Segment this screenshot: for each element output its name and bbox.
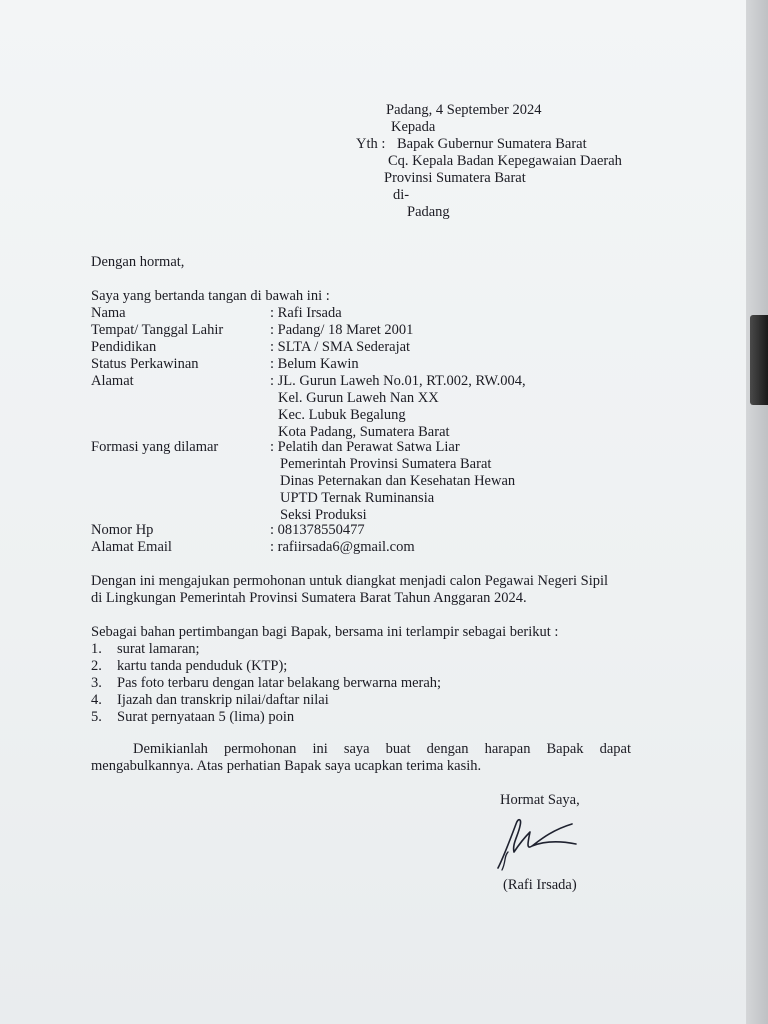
field-value-formasi-line: Dinas Peternakan dan Kesehatan Hewan [280,473,516,489]
addressee-city: Padang [407,204,450,220]
field-value-formasi-line: Seksi Produksi [280,507,367,523]
field-value-alamat-line: Kel. Gurun Laweh Nan XX [278,390,439,406]
addressee-province: Provinsi Sumatera Barat [384,170,526,186]
field-label-email: Alamat Email [91,539,172,555]
list-item: Ijazah dan transkrip nilai/daftar nilai [117,692,329,708]
field-value-nama: : Rafi Irsada [270,305,342,321]
list-item-number: 2. [91,658,102,674]
di-label: di- [393,187,410,203]
closing-paragraph-line: Demikianlah permohonan ini saya buat dengan harapan Bapak dapat [133,741,631,757]
field-value-formasi-line: Pemerintah Provinsi Sumatera Barat [280,456,492,472]
field-label-pendidikan: Pendidikan [91,339,157,355]
field-value-status: : Belum Kawin [270,356,359,372]
list-item: Surat pernyataan 5 (lima) poin [117,709,295,725]
field-value-formasi-line: UPTD Ternak Ruminansia [280,490,435,506]
list-item: Pas foto terbaru dengan latar belakang berwarna merah; [117,675,442,691]
field-value-hp: : 081378550477 [270,522,365,538]
request-paragraph-line: Dengan ini mengajukan permohonan untuk diangkat menjadi calon Pegawai Negeri Sipil [91,573,609,589]
addressee-cq: Cq. Kepala Badan Kepegawaian Daerah [388,153,622,169]
list-item: surat lamaran; [117,641,200,657]
field-label-hp: Nomor Hp [91,522,154,538]
intro-line: Saya yang bertanda tangan di bawah ini : [91,288,330,304]
field-label-status: Status Perkawinan [91,356,199,372]
list-item-number: 3. [91,675,102,691]
field-value-alamat-line: Kota Padang, Sumatera Barat [278,424,450,440]
field-value-email: : rafiirsada6@gmail.com [270,539,415,555]
yth-label: Yth : [356,136,386,152]
attachments-intro: Sebagai bahan pertimbangan bagi Bapak, bersama ini terlampir sebagai berikut : [91,624,559,640]
greeting: Dengan hormat, [91,254,185,270]
field-value-alamat-line: Kec. Lubuk Begalung [278,407,406,423]
request-paragraph-line: di Lingkungan Pemerintah Provinsi Sumatera Barat Tahun Anggaran 2024. [91,590,527,606]
place-date: Padang, 4 September 2024 [386,102,542,118]
closing-paragraph-line: mengabulkannya. Atas perhatian Bapak saya ucapkan terima kasih. [91,758,482,774]
field-value-pendidikan: : SLTA / SMA Sederajat [270,339,411,355]
field-label-ttl: Tempat/ Tanggal Lahir [91,322,224,338]
binder-clip [750,315,768,405]
list-item-number: 4. [91,692,102,708]
field-label-nama: Nama [91,305,126,321]
hormat-saya: Hormat Saya, [500,792,580,808]
list-item-number: 5. [91,709,102,725]
field-label-alamat: Alamat [91,373,134,389]
list-item-number: 1. [91,641,102,657]
signature-graphic [492,812,582,874]
list-item: kartu tanda penduduk (KTP); [117,658,288,674]
field-value-ttl: : Padang/ 18 Maret 2001 [270,322,414,338]
addressee: Bapak Gubernur Sumatera Barat [397,136,587,152]
field-value-formasi-line: : Pelatih dan Perawat Satwa Liar [270,439,460,455]
field-value-alamat-line: : JL. Gurun Laweh No.01, RT.002, RW.004, [270,373,526,389]
kepada-label: Kepada [391,119,436,135]
signer-name: (Rafi Irsada) [503,877,577,893]
field-label-formasi: Formasi yang dilamar [91,439,219,455]
paper-edge [746,0,768,1024]
